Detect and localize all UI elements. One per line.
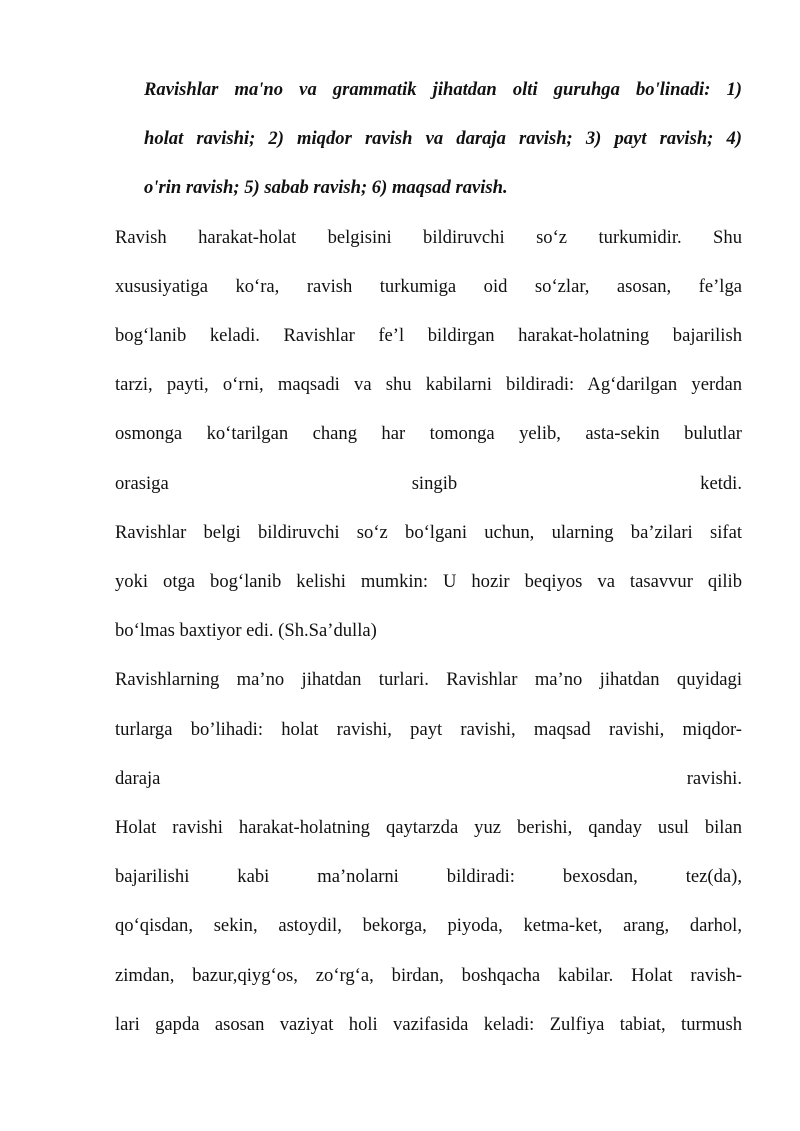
text-line: zimdan, bazur,qiyg‘os, zo‘rg‘a, birdan, boshqacha kabilar. Holat ravish- — [115, 964, 742, 986]
text-line: daraja ravishi. — [115, 767, 742, 789]
text-line: Ravish harakat-holat belgisini bildiruvchi so‘z turkumidir. Shu — [115, 226, 742, 248]
text-line: osmonga ko‘tarilgan chang har tomonga yelib, asta-sekin bulutlar — [115, 423, 742, 445]
text-line: turlarga bo’lihadi: holat ravishi, payt ravishi, maqsad ravishi, miqdor- — [115, 718, 742, 740]
text-line: Ravishlar ma'no va grammatik jihatdan olti guruhga bo'linadi: 1) — [144, 79, 742, 100]
text-line: Ravishlar belgi bildiruvchi so‘z bo‘lgani uchun, ularning ba’zilari sifat — [115, 521, 742, 543]
text-line: holat ravishi; 2) miqdor ravish va daraja ravish; 3) payt ravish; 4) — [144, 128, 742, 150]
text-line: tarzi, payti, o‘rni, maqsadi va shu kabilarni bildiradi: Ag‘darilgan yerdan — [115, 374, 742, 396]
text-line: Holat ravishi harakat-holatning qaytarzda yuz berishi, qanday usul bilan — [115, 817, 742, 839]
paragraph-attributive — [115, 508, 742, 656]
text-line: yoki otga bog‘lanib kelishi mumkin: U hozir beqiyos va tasavvur qilib — [115, 571, 742, 593]
text-line: Ravishlarning ma’no jihatdan turlari. Ravishlar ma’no jihatdan quyidagi — [115, 669, 742, 691]
text-line: bajarilishi kabi ma’nolarni bildiradi: bexosdan, tez(da), — [115, 866, 742, 888]
text-line: lari gapda asosan vaziyat holi vazifasida keladi: Zulfiya tabiat, turmush — [115, 1013, 742, 1035]
intro-paragraph — [115, 65, 742, 213]
document-page — [115, 65, 742, 1049]
paragraph-manner-adverbs — [115, 803, 742, 1049]
text-line: orasiga singib ketdi. — [115, 472, 742, 494]
paragraph-types — [115, 655, 742, 803]
text-line: qo‘qisdan, sekin, astoydil, bekorga, piyoda, ketma-ket, arang, darhol, — [115, 915, 742, 937]
text-line: bo‘lmas baxtiyor edi. (Sh.Sa’dulla) — [115, 620, 377, 642]
paragraph-definition — [115, 213, 742, 508]
text-line: bog‘lanib keladi. Ravishlar fe’l bildirgan harakat-holatning bajarilish — [115, 325, 742, 347]
text-line: xususiyatiga ko‘ra, ravish turkumiga oid so‘zlar, asosan, fe’lga — [115, 275, 742, 297]
text-line: o'rin ravish; 5) sabab ravish; 6) maqsad ravish. — [144, 177, 508, 199]
